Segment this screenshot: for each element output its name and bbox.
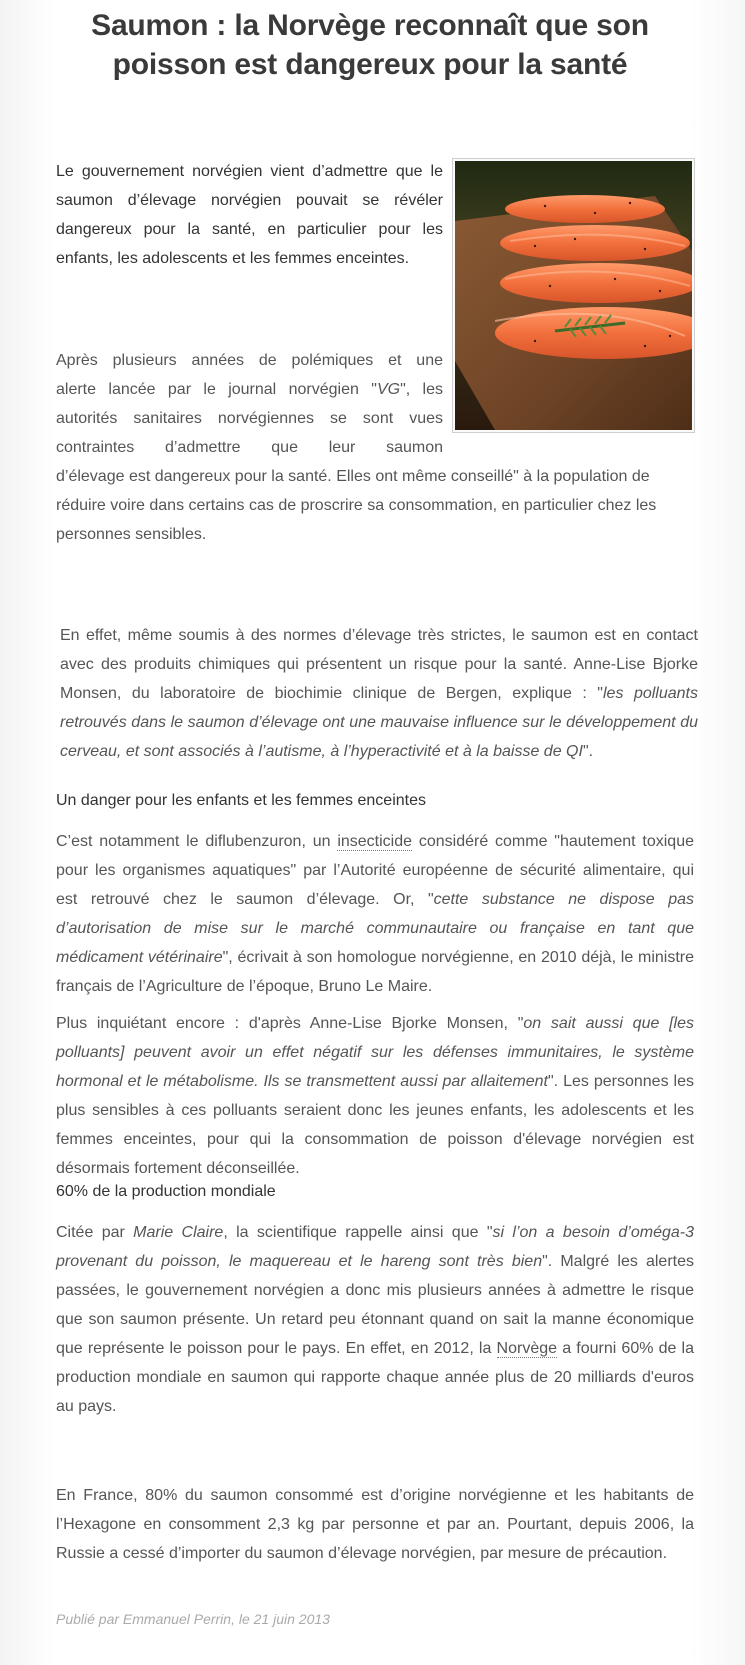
section-heading-production: 60% de la production mondiale (56, 1183, 276, 1200)
p2-line-4: contraintes d’admettre que leur saumon (56, 439, 443, 456)
section1-paragraph-1: C’est notamment le diflubenzuron, un insecticide considéré comme "hautement toxique pour les organismes aquatiques" par l’Autorité européenne de sécurité alimentaire, qui est retrouvé chez le saumon d’élevage. Or, "cette substance ne dispose pas d’autorisation de mise sur le marché communautaire ou française en tant que médicament vétérinaire", écrivait à son homologue norvégienne, en 2010 déjà, le ministre français de l’Agriculture de l’époque, Bruno Le Maire. (56, 833, 695, 995)
p2-line-1: Après plusieurs années de polémiques et une (56, 352, 443, 369)
norvege-link[interactable]: Norvège (496, 1340, 558, 1357)
section2-paragraph-1: Citée par Marie Claire, la scientifique rappelle ainsi que "si l’on a besoin d’oméga-3 provenant du poisson, le maquereau et le hareng sont très bien". Malgré les alertes passées, le gouvernement norvégien a donc mis plusieurs années à admettre le risque que son saumon présente. Un retard peu étonnant quand on sait la manne économique que représente le poisson pour le pays. En effet, en 2012, la Norvège a fourni 60% de la production mondiale en saumon qui rapporte chaque année plus de 20 milliards d'euros au pays. (56, 1224, 695, 1415)
quote: on sait aussi que [les polluants] peuvent avoir un effet négatif sur les défenses immunitaires, le système hormonal et le métabolisme. Ils se transmettent aussi par allaitement (56, 1015, 695, 1090)
quote: cette substance ne dispose pas d’autorisation de mise sur le marché communautaire ou française en tant que médicament vétérinaire (56, 891, 694, 966)
article-paragraph-2 (56, 346, 694, 549)
article-byline: Publié par Emmanuel Perrin, le 21 juin 2013 (56, 1611, 330, 1627)
section1-paragraph-2: Plus inquiétant encore : d'après Anne-Lise Bjorke Monsen, "on sait aussi que [les polluants] peuvent avoir un effet négatif sur les défenses immunitaires, le système hormonal et le métabolisme. Ils se transmettent aussi par allaitement". Les personnes les plus sensibles à ces polluants seraient donc les jeunes enfants, les adolescents et les femmes enceintes, pour qui la consommation de poisson d'élevage norvégien est désormais fortement déconseillée. (56, 1015, 695, 1177)
p2-line-2: alerte lancée par le journal norvégien "VG", les (56, 381, 444, 398)
article-lead: Le gouvernement norvégien vient d’admettre que le saumon d’élevage norvégien pouvait se révéler dangereux pour la santé, en particulier pour les enfants, les adolescents et les femmes enceintes. (56, 163, 443, 267)
quote: si l’on a besoin d’oméga-3 provenant du poisson, le maquereau et le hareng sont très bien (56, 1224, 695, 1270)
section-heading-danger: Un danger pour les enfants et les femmes enceintes (56, 792, 426, 809)
article-title: Saumon : la Norvège reconnaît que son poisson est dangereux pour la santé (91, 9, 649, 81)
insecticide-link[interactable]: insecticide (337, 833, 413, 850)
section2-paragraph-2: En France, 80% du saumon consommé est d’origine norvégienne et les habitants de l’Hexagone en consomment 2,3 kg par personne et par an. Pourtant, depuis 2006, la Russie a cessé d’importer du saumon d’élevage norvégien, par mesure de précaution. (56, 1487, 694, 1562)
source-name: Marie Claire (133, 1224, 224, 1241)
p2-rest: d’élevage est dangereux pour la santé. Elles ont même conseillé" à la population de réduire voire dans certains cas de proscrire sa consommation, en particulier chez les personnes sensibles. (56, 468, 657, 543)
p2-line-3: autorités sanitaires norvégiennes se sont vues (56, 410, 443, 427)
quote: les polluants retrouvés dans le saumon d’élevage ont une mauvaise influence sur le développement du cerveau, et sont associés à l’autisme, à l’hyperactivité et à la baisse de QI (60, 685, 699, 760)
article-paragraph-3: En effet, même soumis à des normes d’élevage très strictes, le saumon est en contact avec des produits chimiques qui présentent un risque pour la santé. Anne-Lise Bjorke Monsen, du laboratoire de biochimie clinique de Bergen, explique : "les polluants retrouvés dans le saumon d’élevage ont une mauvaise influence sur le développement du cerveau, et sont associés à l’autisme, à l’hyperactivité et à la baisse de QI". (60, 627, 699, 760)
